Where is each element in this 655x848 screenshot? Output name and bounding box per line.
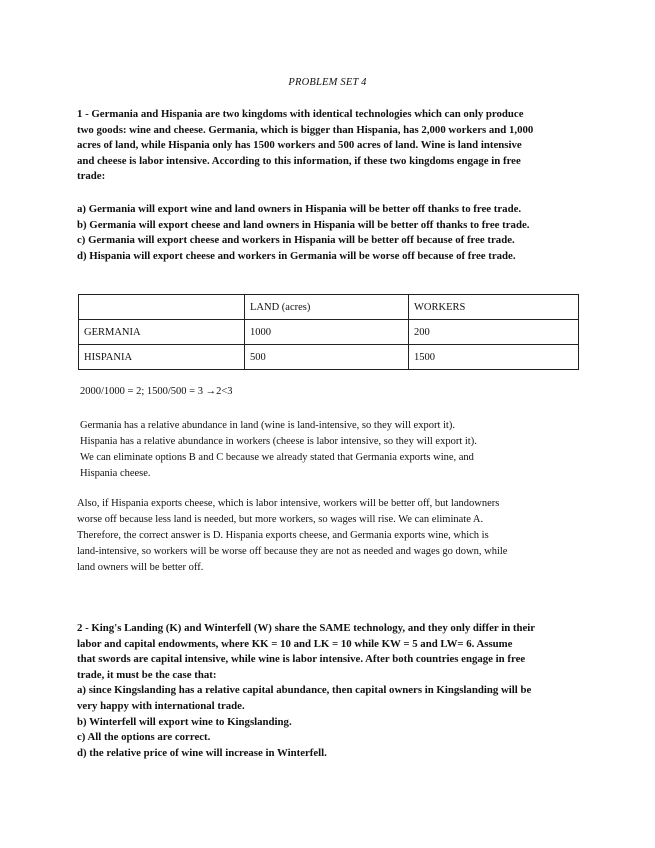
answer-line: worse off because less land is needed, but more workers, so wages will rise. We can eliminate A. xyxy=(77,514,484,525)
answer-line: Also, if Hispania exports cheese, which is labor intensive, workers will be better off, but landowners xyxy=(77,498,500,509)
question-2-option-a: a) since Kingslanding has a relative capital abundance, then capital owners in Kingslanding will be xyxy=(77,684,532,697)
question-1-stem xyxy=(77,107,579,185)
question-2-option-a-cont: very happy with international trade. xyxy=(77,699,245,712)
question-2-option-b: b) Winterfell will export wine to Kingslanding. xyxy=(77,715,292,728)
table-header-cell: WORKERS xyxy=(409,295,579,320)
question-2-option-d: d) the relative price of wine will increase in Winterfell. xyxy=(77,746,327,759)
question-1-option-d: d) Hispania will export cheese and workers in Germania will be worse off because of free trade. xyxy=(77,249,516,262)
table-cell: 1500 xyxy=(409,345,579,370)
table-cell: 500 xyxy=(245,345,409,370)
answer-paragraph xyxy=(77,496,567,576)
question-1-option-a: a) Germania will export wine and land owners in Hispania will be better off thanks to free trade. xyxy=(77,203,522,215)
table-header-cell: LAND (acres) xyxy=(245,295,409,320)
question-1-line: 1 - Germania and Hispania are two kingdoms with identical technologies which can only produce xyxy=(77,108,524,120)
explanation-line: Hispania cheese. xyxy=(80,468,151,479)
question-2-line: labor and capital endowments, where KK = 10 and LK = 10 while KW = 5 and LW= 6. Assume xyxy=(77,637,513,650)
endowment-table xyxy=(78,294,579,370)
answer-line: Therefore, the correct answer is D. Hispania exports cheese, and Germania exports wine, which is xyxy=(77,530,489,541)
table-header-row xyxy=(79,295,579,320)
question-2-line: 2 - King's Landing (K) and Winterfell (W) share the SAME technology, and they only differ in their xyxy=(77,622,536,634)
page-title: PROBLEM SET 4 xyxy=(288,77,367,88)
explanation-line: We can eliminate options B and C because we already stated that Germania exports wine, and xyxy=(80,452,474,463)
table-cell: 1000 xyxy=(245,320,409,345)
question-1-line: acres of land, while Hispania only has 1500 workers and 500 acres of land. Wine is land intensive xyxy=(77,139,522,152)
answer-line: land owners will be better off. xyxy=(77,562,204,573)
question-2-line: trade, it must be the case that: xyxy=(77,668,217,681)
question-1-option-b: b) Germania will export cheese and land owners in Hispania will be better off thanks to free trade. xyxy=(77,218,530,231)
table-row xyxy=(79,345,579,370)
question-1-option-c: c) Germania will export cheese and workers in Hispania will be better off because of free trade. xyxy=(77,234,515,247)
table-header-cell xyxy=(79,295,245,320)
answer-line: land-intensive, so workers will be worse off because they are not as needed and wages go down, while xyxy=(77,546,508,557)
ratio-calculation: 2000/1000 = 2; 1500/500 = 3 →2<3 xyxy=(80,386,233,397)
explanation-line: Germania has a relative abundance in land (wine is land-intensive, so they will export it). xyxy=(80,420,455,431)
explanation-line: Hispania has a relative abundance in workers (cheese is labor intensive, so they will export it). xyxy=(80,436,477,447)
question-2-line: that swords are capital intensive, while wine is labor intensive. After both countries engage in free xyxy=(77,653,526,666)
question-2-option-c: c) All the options are correct. xyxy=(77,731,211,744)
table-row xyxy=(79,320,579,345)
question-1-line: two goods: wine and cheese. Germania, which is bigger than Hispania, has 2,000 workers and 1,000 xyxy=(77,123,534,136)
table-cell: GERMANIA xyxy=(79,320,245,345)
explanation-paragraph xyxy=(80,418,560,482)
table-cell: HISPANIA xyxy=(79,345,245,370)
question-1-line: trade: xyxy=(77,170,106,183)
question-1-line: and cheese is labor intensive. According to this information, if these two kingdoms engage in free xyxy=(77,154,521,167)
question-1-options xyxy=(77,202,579,264)
question-2 xyxy=(77,621,579,761)
table-cell: 200 xyxy=(409,320,579,345)
